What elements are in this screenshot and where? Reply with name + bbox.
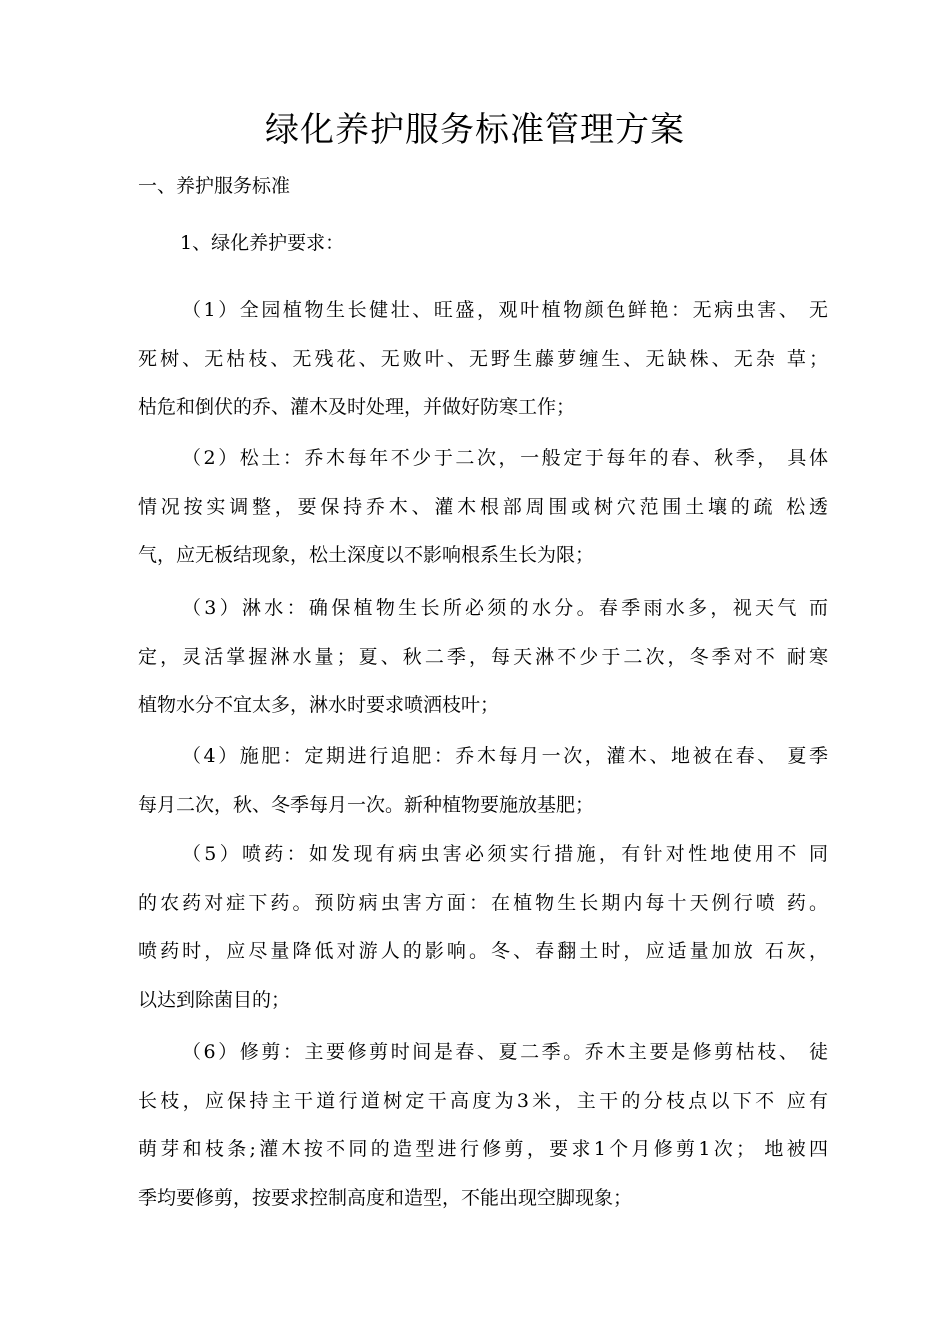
paragraph-line: 气，应无板结现象，松土深度以不影响根系生长为限； [138,544,595,566]
paragraph-line: （6）修剪：主要修剪时间是春、夏二季。乔木主要是修剪枯枝、 徒 [182,1041,828,1063]
paragraph-line: 植物水分不宜太多，淋水时要求喷洒枝叶； [138,694,500,716]
paragraph-line: 定，灵活掌握淋水量；夏、秋二季，每天淋不少于二次，冬季对不 耐寒 [138,645,828,668]
paragraph-loosening-soil [138,434,828,580]
paragraph-line: 长枝，应保持主干道行道树定干高度为3米，主干的分枝点以下不 应有 [138,1089,828,1112]
paragraph-line: （2）松土：乔木每年不少于二次，一般定于每年的春、秋季， 具体 [182,447,828,469]
paragraph-line: 的农药对症下药。预防病虫害方面：在植物生长期内每十天例行喷 药。 [138,891,828,914]
paragraph-line: 枯危和倒伏的乔、灌木及时处理，并做好防寒工作； [138,396,576,418]
paragraph-line: （1）全园植物生长健壮、旺盛，观叶植物颜色鲜艳：无病虫害、 无 [182,299,828,321]
paragraph-line: 死树、无枯枝、无残花、无败叶、无野生藤萝缠生、无缺株、无杂 草； [138,347,828,370]
paragraph-line: 以达到除菌目的； [138,988,291,1011]
section-heading: 一、养护服务标准 [138,175,291,197]
paragraph-fertilizing [138,732,828,829]
paragraph-watering [138,584,828,730]
paragraph-line: 每月二次，秋、冬季每月一次。新种植物要施放基肥； [138,793,595,816]
paragraph-spraying [138,830,828,1024]
paragraph-line: 萌芽和枝条;灌木按不同的造型进行修剪，要求1个月修剪1次； 地被四 [138,1138,828,1160]
paragraph-line: （4）施肥：定期进行追肥：乔木每月一次，灌木、地被在春、 夏季 [182,745,828,767]
paragraph-plant-health [138,286,828,432]
paragraph-pruning [138,1028,828,1222]
paragraph-line: 情况按实调整，要保持乔木、灌木根部周围或树穴范围土壤的疏 松透 [138,495,828,518]
paragraph-line: （3）淋水：确保植物生长所必须的水分。春季雨水多，视天气 而 [182,597,828,619]
subsection-heading: 1、绿化养护要求： [180,232,345,254]
document-title: 绿化养护服务标准管理方案 [265,110,685,150]
paragraph-line: 喷药时，应尽量降低对游人的影响。冬、春翻土时，应适量加放 石灰， [138,940,828,962]
paragraph-line: （5）喷药：如发现有病虫害必须实行措施，有针对性地使用不 同 [182,843,828,865]
paragraph-line: 季均要修剪，按要求控制高度和造型，不能出现空脚现象； [138,1186,633,1209]
